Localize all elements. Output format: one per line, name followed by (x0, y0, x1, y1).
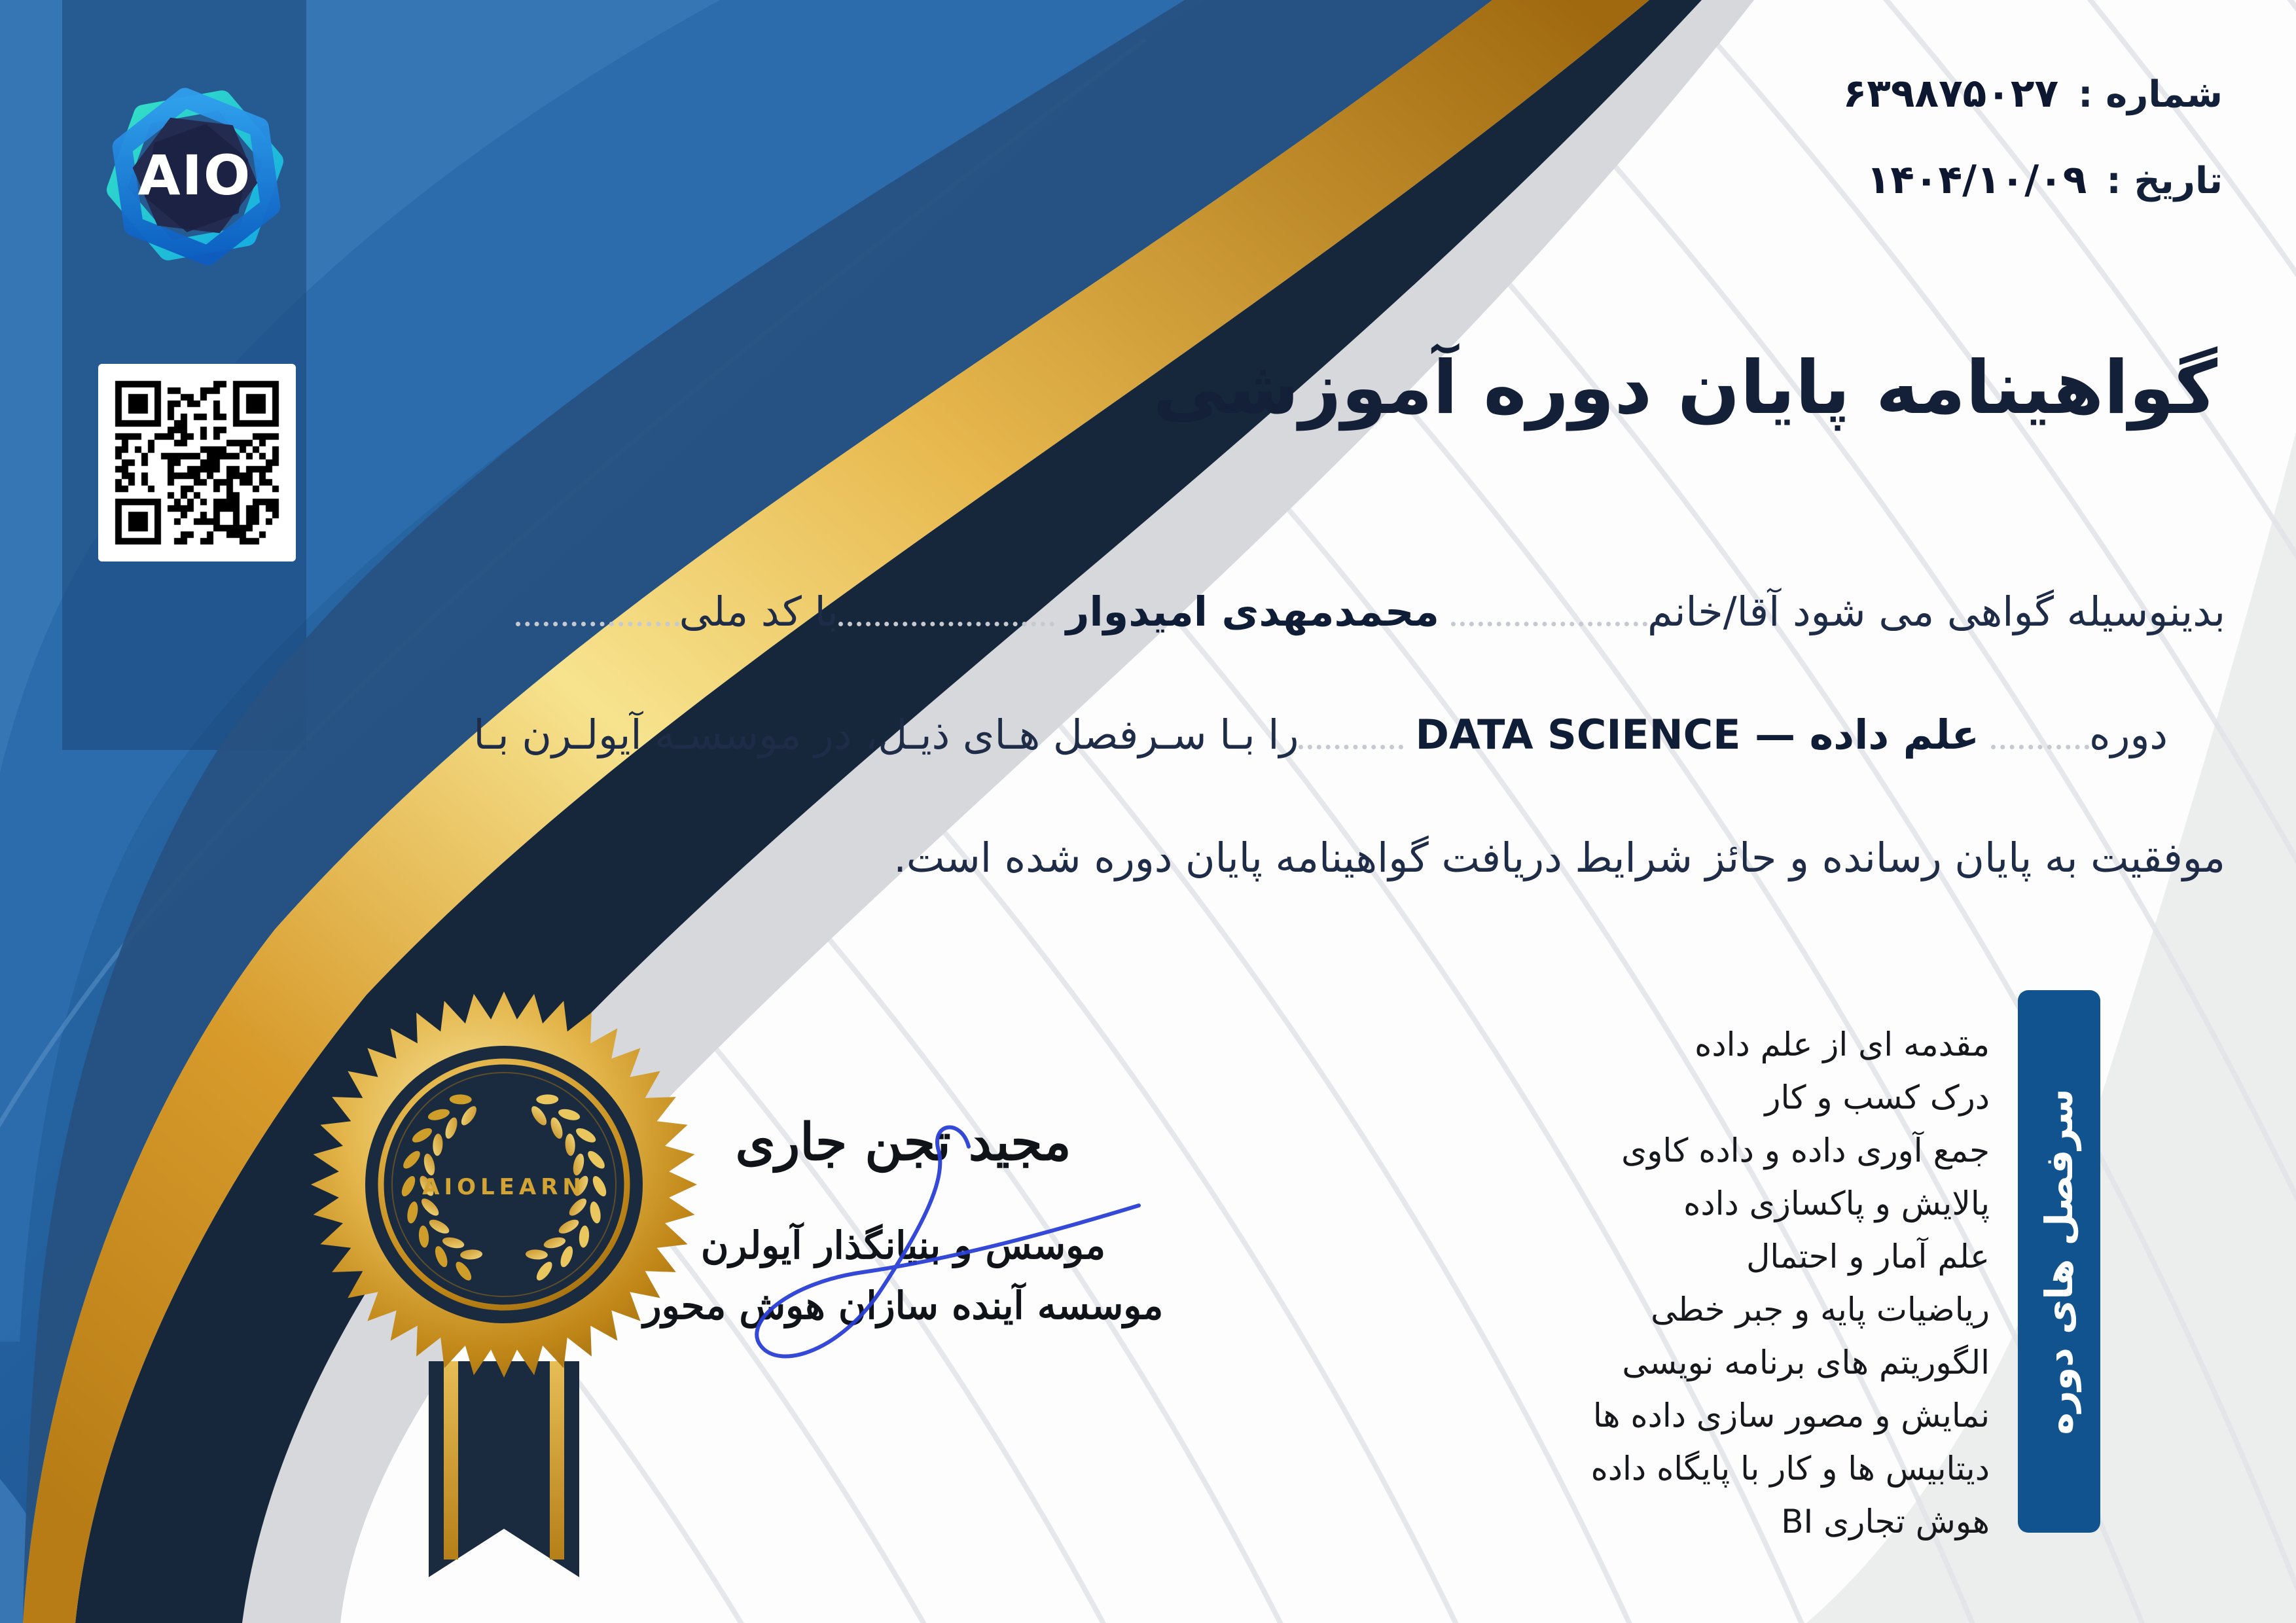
serial-row (1843, 71, 2223, 116)
course-name: علم داده — DATA SCIENCE (1415, 711, 1980, 758)
award-medal-icon (281, 969, 726, 1597)
signatory-role: موسس و بنیانگذار آیولرن (700, 1223, 1106, 1268)
certificate-title: گواهینامه پایان دوره آموزشی (1153, 346, 2217, 431)
date-value: ۱۴۰۴/۱۰/۰۹ (1866, 157, 2087, 203)
topic-item: جمع آوری داده و داده کاوی (1621, 1132, 1990, 1169)
body-line-3 (893, 834, 2225, 882)
serial-label: شماره : (2078, 73, 2223, 116)
signatory-name: مجید تجن جاری (735, 1113, 1071, 1172)
aio-logo-label: AIO (137, 143, 252, 207)
topics-bar (2018, 990, 2100, 1533)
dotted-leader (838, 615, 1054, 626)
student-name: محمدمهدی امیدوار (1066, 588, 1439, 635)
topic-item: درک کسب و کار (1765, 1079, 1990, 1116)
qr-code (98, 364, 296, 562)
dotted-leader (516, 615, 679, 626)
line1-pre: بدینوسیله گواهی می شود آقا/خانم (1647, 588, 2225, 635)
topic-item: هوش تجاری BI (1781, 1503, 1990, 1541)
serial-value: ۶۳۹۸۷۵۰۲۷ (1842, 71, 2059, 116)
medal-label: AIOLEARN (422, 1174, 586, 1200)
line1-post: با کد ملی (679, 588, 838, 635)
date-label: تاریخ : (2106, 160, 2223, 202)
body-line-2 (473, 711, 2168, 758)
topic-item: ریاضیات پایه و جبر خطی (1651, 1291, 1990, 1329)
date-row (1867, 157, 2223, 203)
line2-pre: دوره (2089, 711, 2168, 758)
topic-item: مقدمه ای از علم داده (1695, 1026, 1990, 1063)
dotted-leader (1299, 738, 1403, 749)
signatory-org: موسسه آینده سازان هوش محور (643, 1283, 1164, 1328)
dotted-leader (1991, 738, 2089, 749)
line3-text: موفقیت به پایان رسانده و حائز شرایط دریافت گواهینامه پایان دوره شده است. (893, 834, 2225, 882)
body-line-1 (516, 588, 2225, 635)
line2-post: را بـا سـرفصل هـای ذیـل، در موسسـه آیولـرن بـا (473, 711, 1299, 758)
topic-item: پالایش و پاکسازی داده (1683, 1185, 1990, 1222)
topic-item: الگوریتم های برنامه نویسی (1622, 1344, 1990, 1382)
topics-bar-label: سرفصل های دوره (2037, 1088, 2081, 1435)
medal-ribbon (429, 1361, 579, 1577)
qr-canvas (112, 378, 282, 548)
topics-list (1591, 1018, 1990, 1548)
topic-item: دیتابیس ها و کار با پایگاه داده (1590, 1450, 1990, 1488)
topic-item: علم آمار و احتمال (1746, 1238, 1990, 1275)
dotted-leader (1451, 615, 1647, 626)
topic-item: نمایش و مصور سازی داده ها (1592, 1397, 1990, 1435)
